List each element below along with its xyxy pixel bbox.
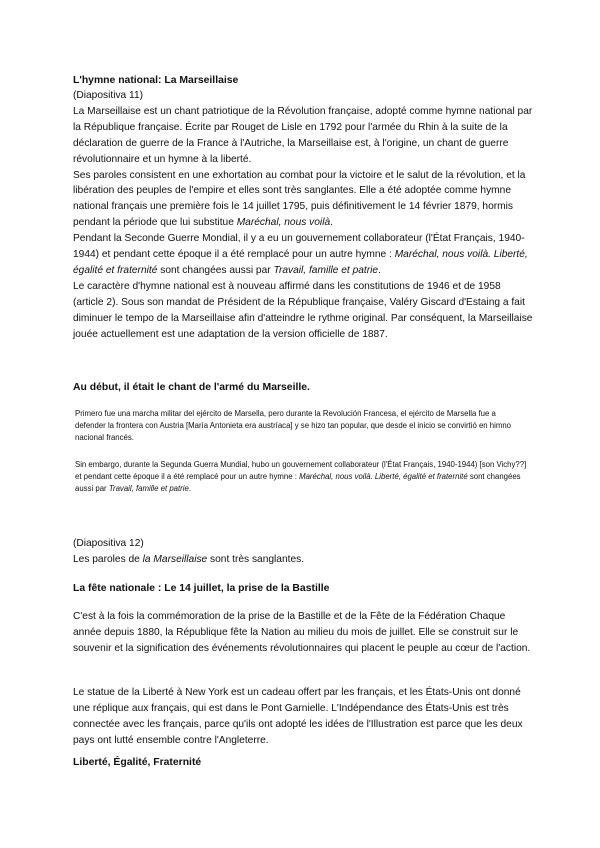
slide-12-section (73, 536, 533, 568)
paragraph-federation: C'est à la fois la commémoration de la prise de la Bastille et de la Fête de la Fédération Chaque année depuis 1880, la République fête la Nation au milieu du mois de juillet. Elle se construit sur le souvenir et la signification des événements révolutionnaires qui placent le peuple au cœur de l'action. (73, 611, 531, 654)
heading-bastille-day: La fête nationale : Le 14 juillet, la prise de la Bastille (73, 583, 330, 594)
ww2-note (75, 459, 535, 494)
motto-heading-block (73, 755, 533, 770)
text-run: . (378, 264, 381, 276)
text-run: Sin embargo, durante la Segunda Guerra Mundial, hubo un gouvernement collaborateur (l'État Français, 1940-1944) [son Vichy??] et pendant cette époque il a été remplacé pour un autre hymne : (75, 460, 527, 481)
paragraph-lyrics (73, 168, 533, 232)
army-heading-block (73, 380, 533, 395)
slide-11-label: (Diapositiva 11) (73, 90, 144, 101)
italic-title: Maréchal, nous voilà (236, 217, 331, 229)
spanish-note (75, 408, 535, 443)
paragraph-origin: La Marseillaise est un chant patriotique de la Révolution française, adopté comme hymne national par la République française. Écrite par Rouget de Lisle en 1792 pour l'armée du Rhin à la suite de la déclaration de guerre de la France à l'Autriche, la Marseillaise est, à l'origine, un chant de guerre révolutionnaire et un hymne à la liberté. (73, 105, 533, 165)
paragraph-bloody-lyrics (73, 552, 533, 568)
italic-title: Travail, famille et patrie (273, 264, 379, 276)
marseillaise-section (73, 73, 533, 343)
heading-army-song: Au début, il était le chant de l'armé du Marseille. (73, 382, 310, 393)
heading-marseillaise: L'hymne national: La Marseillaise (73, 75, 239, 86)
italic-title: Maréchal, nous voilà. Liberté, égalité et fraternité (299, 471, 468, 481)
slide-12-label: (Diapositiva 12) (73, 538, 144, 549)
text-run: Pendant la Seconde Guerre Mondial, il y a eu un gouvernement collaborateur (l'État Français, 1940-1944) et pendant cette époque il a été remplacé pour un autre hymne : (73, 233, 525, 261)
ww2-paragraph (75, 459, 527, 494)
text-run: Ses paroles consistent en une exhortation au combat pour la victoire et le salut de la révolution, et la libération des peuples de l'empire et elles sont très sanglantes. Elle a été adoptée comme hymne national français une première fois le 14 juillet 1795, puis définitivement le 14 février 1879, hormis pendant la période que lui substitue (73, 169, 526, 229)
spanish-paragraph: Primero fue una marcha militar del ejército de Marsella, pero durante la Revolución Francesa, el ejército de Marsella fue a defender la frontera con Austria [María Antonieta era austríaca] y se hizo tan popular, que desde el inicio se convirtió en himno nacional francés. (75, 409, 512, 442)
text-run: . (188, 483, 192, 493)
paragraph-constitution: Le caractère d'hymne national est à nouveau affirmé dans les constitutions de 1946 et de 1958 (article 2). Sous son mandat de Président de la République française, Valéry Giscard d'Estaing a fait diminuer le tempo de la Marseillaise afin d'atteindre le rythme original. Par conséquent, la Marseillaise jouée actuellement est une adaptation de la version officielle de 1887. (73, 280, 533, 340)
paragraph-statue-liberty: Le statue de la Liberté à New York est un cadeau offert par les français, et les États-Unis ont donné une réplique aux français, qui est dans le Pont Garnielle. L'Indépendance des États-Unis est très connectée avec les français, parce qu'ils ont adopté les idées de l'Illustration est parce que les deux pays ont lutté ensemble contre l'Angleterre. (73, 687, 523, 746)
bastille-heading-block (73, 581, 533, 596)
text-run: sont très sanglantes. (207, 553, 305, 565)
italic-title: la Marseillaise (142, 553, 208, 565)
statue-text-block (73, 685, 533, 749)
text-run: Les paroles de (73, 553, 143, 565)
text-run: sont changées aussi par (75, 471, 521, 493)
bastille-text-block (73, 609, 533, 657)
paragraph-ww2 (73, 231, 533, 279)
text-run: sont changées aussi par (157, 264, 274, 276)
text-run: . (330, 217, 333, 229)
italic-title: Travail, famille et patrie (108, 483, 189, 493)
heading-motto: Liberté, Égalité, Fraternité (73, 757, 202, 768)
italic-title: Maréchal, nous voilà. Liberté, égalité et fraternité (73, 249, 528, 276)
